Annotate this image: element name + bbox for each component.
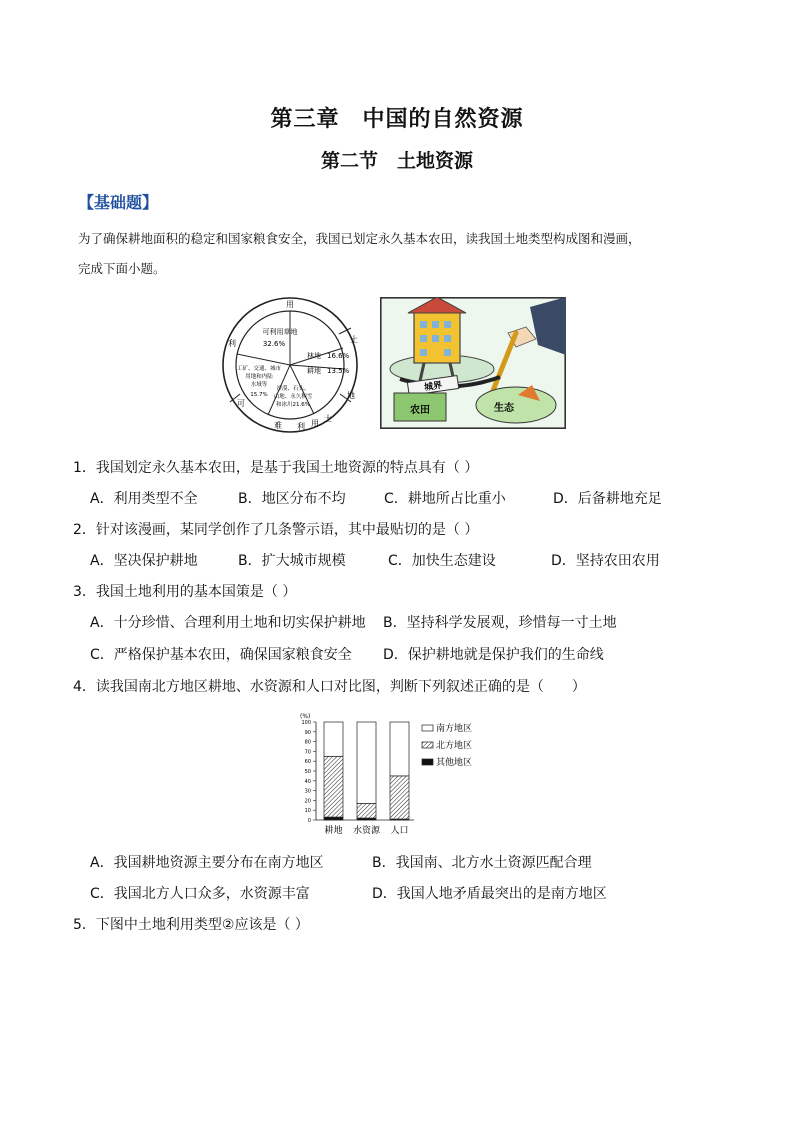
seg-desert-label: 和冰川21.6%: [276, 402, 310, 408]
question-stem: 1．我国划定永久基本农田，是基于我国土地资源的特点具有（ ）: [73, 460, 479, 476]
ring-label: 土: [324, 414, 332, 423]
bar-segment: [324, 756, 343, 817]
intro-text-line1: 为了确保耕地面积的稳定和国家粮食安全，我国已划定永久基本农田，读我国土地类型构成图和漫画，: [78, 231, 641, 246]
answer-option[interactable]: D．我国人地矛盾最突出的是南方地区: [372, 886, 607, 902]
bar-segment: [390, 722, 409, 776]
y-tick-label: 10: [304, 808, 311, 815]
ring-label: 利: [228, 339, 236, 348]
ring-label: 可: [237, 399, 245, 408]
legend-swatch: [422, 759, 433, 765]
category-label: 【基础题】: [78, 193, 159, 212]
question-stem: 3．我国土地利用的基本国策是（ ）: [73, 584, 297, 600]
ring-label: 用: [311, 419, 319, 428]
bar-segment: [390, 776, 409, 819]
answer-option[interactable]: A．十分珍惜、合理利用土地和切实保护耕地: [90, 615, 366, 631]
y-tick-label: 80: [304, 739, 311, 746]
y-tick-label: 0: [307, 818, 311, 824]
legend-label: 其他地区: [436, 758, 473, 768]
answer-option[interactable]: A．利用类型不全: [90, 491, 198, 507]
question-stem: 5．下图中土地利用类型②应该是（ ）: [73, 917, 309, 933]
legend-label: 南方地区: [436, 724, 473, 734]
seg-urban-pct: 15.7%: [250, 392, 268, 398]
seg-forest-pct: 16.6%: [327, 352, 350, 360]
legend-label: 北方地区: [436, 741, 473, 751]
answer-option[interactable]: A．我国耕地资源主要分布在南方地区: [90, 855, 324, 871]
answer-option[interactable]: C．严格保护基本农田，确保国家粮食安全: [90, 647, 352, 663]
answer-option[interactable]: C．加快生态建设: [388, 553, 496, 569]
question-stem: 4．读我国南北方地区耕地、水资源和人口对比图，判断下列叙述正确的是（ ）: [73, 679, 586, 695]
ring-label: 难: [274, 421, 282, 430]
resource-comparison-chart: [296, 708, 506, 842]
answer-option[interactable]: C．我国北方人口众多，水资源丰富: [90, 886, 310, 902]
y-tick-label: 70: [304, 749, 311, 756]
y-tick-label: 60: [304, 759, 311, 766]
seg-desert-label: 山地、永久积雪: [273, 394, 313, 400]
land-composition-pie: [204, 296, 376, 434]
seg-urban-label: 工矿、交通、城市: [236, 366, 282, 372]
sign-city-text: 城界: [423, 380, 443, 394]
seg-urban-label: 用地和内陆: [245, 374, 273, 380]
seg-farm-pct: 13.5%: [327, 367, 350, 375]
ring-label: 地: [347, 391, 355, 400]
y-tick-label: 30: [304, 788, 311, 795]
bar-segment: [357, 803, 376, 818]
eco-label: 生态: [494, 403, 514, 414]
y-tick-label: 50: [304, 769, 311, 775]
answer-option[interactable]: D．保护耕地就是保护我们的生命线: [383, 647, 604, 663]
bar-segment: [357, 722, 376, 803]
section-title: 第二节 土地资源: [320, 150, 473, 172]
y-tick-label: 90: [304, 729, 311, 736]
answer-option[interactable]: B．我国南、北方水土资源匹配合理: [372, 855, 592, 871]
y-tick-label: 40: [304, 778, 311, 785]
answer-option[interactable]: B．地区分布不均: [238, 491, 346, 507]
y-tick-label: 20: [304, 798, 311, 805]
category-label: 耕地: [324, 826, 343, 836]
ring-label: 利: [297, 422, 305, 431]
ring-label: 用: [286, 300, 294, 309]
y-axis-label: (%): [300, 713, 311, 720]
chapter-title: 第三章 中国的自然资源: [270, 107, 524, 132]
farm-label: 农田: [410, 405, 430, 416]
answer-option[interactable]: C．耕地所占比重小: [384, 491, 506, 507]
answer-option[interactable]: B．扩大城市规模: [238, 553, 346, 569]
legend-swatch: [422, 725, 433, 731]
seg-grass-label: 可利用草地: [262, 328, 298, 336]
seg-urban-label: 水域等: [250, 382, 268, 388]
question-stem: 2．针对该漫画，某同学创作了几条警示语，其中最贴切的是（ ）: [73, 522, 479, 538]
bar-segment: [324, 817, 343, 820]
land-protection-cartoon: [380, 297, 566, 429]
seg-grass-pct: 32.6%: [262, 340, 286, 348]
ring-label: 土: [350, 335, 358, 344]
category-label: 水资源: [352, 826, 381, 836]
seg-farm-label: 耕地: [307, 367, 321, 375]
answer-option[interactable]: D．坚持农田农用: [551, 553, 660, 569]
answer-option[interactable]: B．坚持科学发展观，珍惜每一寸土地: [383, 615, 617, 631]
category-label: 人口: [390, 826, 409, 836]
answer-option[interactable]: D．后备耕地充足: [553, 491, 662, 507]
bar-segment: [324, 722, 343, 756]
seg-forest-label: 林地: [307, 352, 321, 360]
legend-swatch: [422, 742, 433, 748]
eco-patch: [476, 387, 556, 423]
y-tick-label: 100: [301, 720, 311, 726]
answer-option[interactable]: A．坚决保护耕地: [90, 553, 198, 569]
intro-text-line2: 完成下面小题。: [78, 261, 166, 276]
seg-desert-label: 沙漠、石头、: [276, 386, 310, 392]
